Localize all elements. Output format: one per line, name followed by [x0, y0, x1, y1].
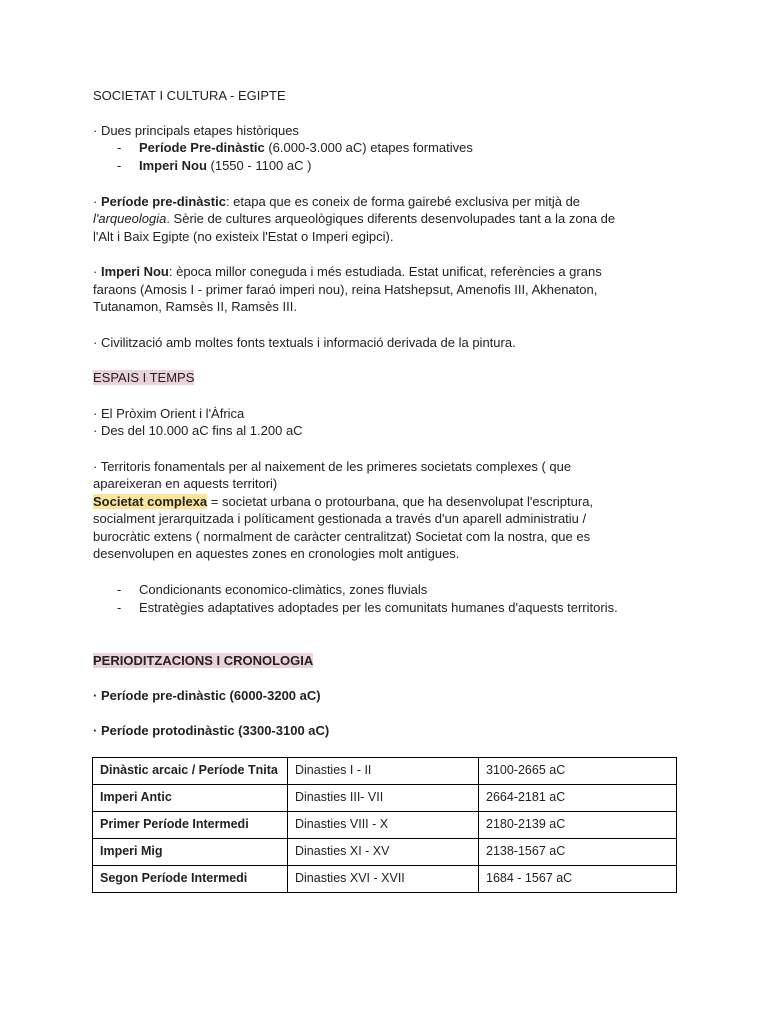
italic-term: l'arqueologia: [93, 211, 167, 226]
table-row: [93, 839, 677, 866]
territoris-line-3: [93, 493, 593, 510]
territoris-text: = societat urbana o protourbana, que ha desenvolupat l'escriptura,: [207, 494, 594, 509]
list-item-text: [139, 139, 473, 156]
imperi-nou-line-3: Tutanamon, Ramsès II, Ramsès III.: [93, 299, 297, 314]
document-title: SOCIETAT I CULTURA - EGIPTE: [93, 88, 286, 103]
dynasties-cell: Dinasties XVI - XVII: [288, 866, 479, 893]
list-dash: -: [117, 600, 122, 615]
predinastic-term: Període pre-dinàstic: [100, 194, 226, 209]
predinastic-line-2: [93, 210, 615, 227]
period-name: Imperi Nou: [139, 158, 207, 173]
civilitzacio-line: · Civilització amb moltes fonts textuals i informació derivada de la pintura.: [93, 335, 516, 350]
section-heading-espais: [93, 369, 194, 386]
dynasties-cell: Dinasties VIII - X: [288, 812, 479, 839]
list-item-text: Estratègies adaptatives adoptades per les comunitats humanes d'aquests territoris.: [139, 600, 618, 615]
imperi-nou-line-2: faraons (Amosis I - primer faraó imperi nou), reina Hatshepsut, Amenofis III, Akhenaton,: [93, 282, 598, 297]
territoris-line-4: socialment jerarquitzada i políticament gestionada a través d'un aparell administratiu /: [93, 511, 587, 526]
dates-cell: 2138-1567 aC: [479, 839, 677, 866]
table-row: [93, 785, 677, 812]
dates-cell: 2664-2181 aC: [479, 785, 677, 812]
table-row: [93, 866, 677, 893]
period-cell: Primer Període Intermedi: [93, 812, 288, 839]
highlighted-heading: ESPAIS I TEMPS: [93, 370, 195, 385]
bullet: ·: [93, 194, 101, 209]
table-row: [93, 758, 677, 785]
dynasties-cell: Dinasties XI - XV: [288, 839, 479, 866]
predinastic-text: : etapa que es coneix de forma gairebé exclusiva per mitjà de: [225, 194, 581, 209]
intro-heading: · Dues principals etapes històriques: [93, 123, 299, 138]
period-detail: (1550 - 1100 aC ): [206, 158, 312, 173]
list-item-text: [139, 157, 311, 174]
list-dash: -: [117, 140, 122, 155]
dates-cell: 2180-2139 aC: [479, 812, 677, 839]
bullet: ·: [93, 264, 101, 279]
highlighted-heading: PERIODITZACIONS I CRONOLOGIA: [93, 653, 314, 668]
dates-cell: 1684 - 1567 aC: [479, 866, 677, 893]
period-predinastic: · Període pre-dinàstic (6000-3200 aC): [93, 688, 321, 703]
territoris-line-5: burocràtic extens ( normalment de caràcter centralitzat) Societat com la nostra, que es: [93, 529, 591, 544]
espais-line-2: · Des del 10.000 aC fins al 1.200 aC: [93, 423, 303, 438]
dynasties-cell: Dinasties III- VII: [288, 785, 479, 812]
period-cell: Dinàstic arcaic / Període Tnita: [93, 758, 288, 785]
period-cell: Segon Període Intermedi: [93, 866, 288, 893]
list-dash: -: [117, 582, 122, 597]
predinastic-line-1: [93, 193, 580, 210]
territoris-line-1: · Territoris fonamentals per al naixement de les primeres societats complexes ( que: [93, 459, 572, 474]
imperi-nou-term: Imperi Nou: [100, 264, 169, 279]
period-cell: Imperi Antic: [93, 785, 288, 812]
dates-cell: 3100-2665 aC: [479, 758, 677, 785]
imperi-nou-text: : època millor coneguda i més estudiada. Estat unificat, referències a grans: [168, 264, 602, 279]
dynasties-cell: Dinasties I - II: [288, 758, 479, 785]
period-detail: (6.000-3.000 aC) etapes formatives: [264, 140, 473, 155]
period-protodinastic: · Període protodinàstic (3300-3100 aC): [93, 723, 330, 738]
predinastic-text: . Sèrie de cultures arqueològiques diferents desenvolupades tant a la zona de: [166, 211, 616, 226]
list-dash: -: [117, 158, 122, 173]
espais-line-1: · El Pròxim Orient i l'Àfrica: [93, 406, 245, 421]
table-row: [93, 812, 677, 839]
highlighted-term: Societat complexa: [93, 494, 208, 509]
section-heading-periodization: [93, 652, 313, 669]
period-cell: Imperi Mig: [93, 839, 288, 866]
predinastic-line-3: l'Alt i Baix Egipte (no existeix l'Estat o Imperi egipci).: [93, 229, 394, 244]
period-name: Període Pre-dinàstic: [139, 140, 265, 155]
imperi-nou-line-1: [93, 263, 602, 280]
territoris-line-6: desenvolupen en aquestes zones en cronologies molt antigues.: [93, 546, 460, 561]
territoris-line-2: apareixeran en aquests territori): [93, 476, 278, 491]
chronology-table: [92, 757, 677, 893]
list-item-text: Condicionants economico-climàtics, zones fluvials: [139, 582, 428, 597]
